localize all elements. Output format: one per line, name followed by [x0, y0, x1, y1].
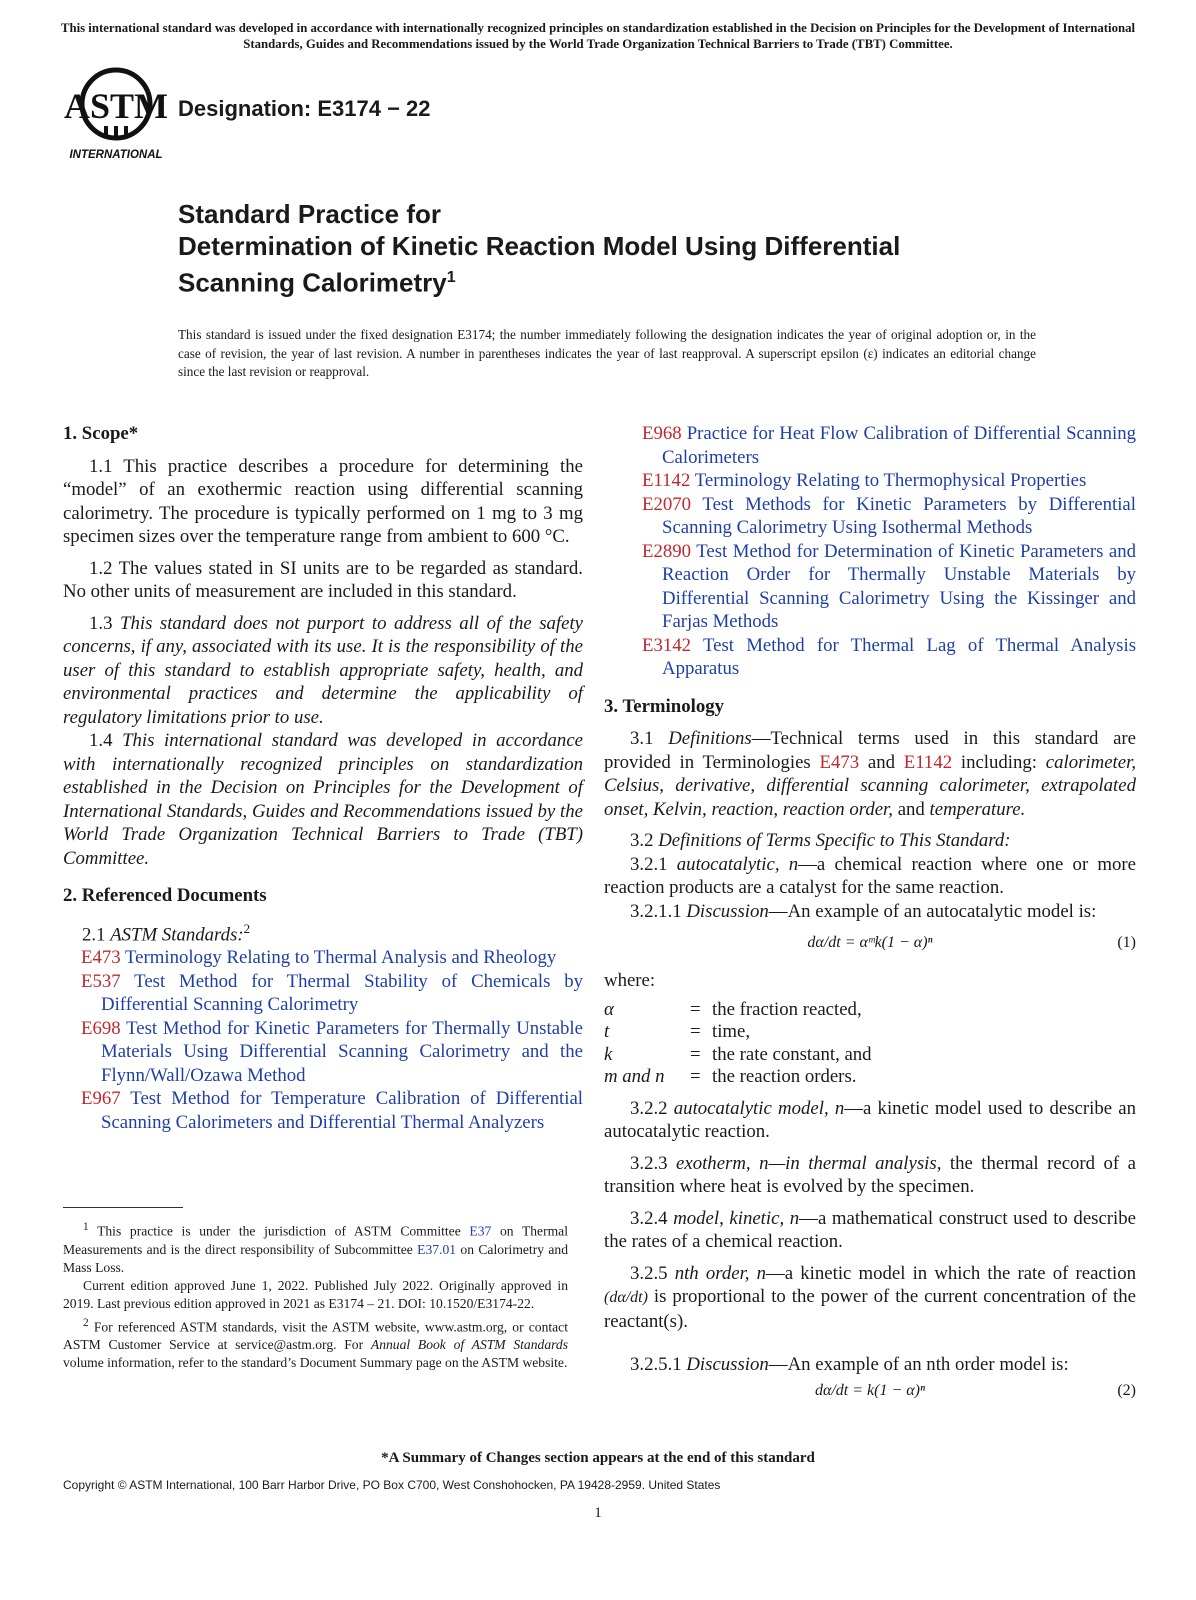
ref-entry-e698[interactable]: E698 Test Method for Kinetic Parameters for Thermally Unstable Materials Using Differential Scanning Calorimetry and the Flynn/Wall/Ozawa Method [81, 1017, 583, 1086]
page-number: 1 [594, 1505, 602, 1521]
symbol-row: t = time, [604, 1021, 751, 1042]
equation-1-formula: dα/dt = αᵐk(1 − α)ⁿ [807, 934, 933, 951]
equation-1 [604, 931, 1136, 963]
equation-2-number: (2) [1117, 1381, 1136, 1399]
astm-logo [64, 66, 170, 170]
summary-of-changes-note: *A Summary of Changes section appears at the end of this standard [381, 1450, 815, 1466]
issue-note: This standard is issued under the fixed designation E3174; the number immediately following the designation indicates the year of original adoption or, in the case of revision, the year of last revision. A number in parentheses indicates the year of last reapproval. A superscript epsilon (ε) indicates an editorial change since the last revision or reapproval. [178, 327, 1036, 379]
link-e1142[interactable]: E1142 [903, 751, 953, 773]
link-e37[interactable]: E37 [469, 1223, 492, 1239]
designation: Designation: E3174 − 22 [178, 96, 431, 121]
para-3-2-1: 3.2.1 autocatalytic, n—a chemical reaction where one or more reaction products are a catalyst for the same reaction. [604, 853, 1137, 898]
symbol-row: k = the rate constant, and [604, 1043, 872, 1065]
para-3-2-1-1: 3.2.1.1 Discussion—An example of an autocatalytic model is: [630, 900, 1097, 922]
copyright: Copyright © ASTM International, 100 Barr Harbor Drive, PO Box C700, West Conshohocken, PA 19428-2959. United States [63, 1478, 721, 1492]
equation-1-number: (1) [1117, 934, 1136, 951]
para-1-1: 1.1 This practice describes a procedure for determining the “model” of an exothermic reaction using differential scanning calorimetry. The procedure is typically performed on 1 mg to 3 mg specimen sizes over the temperature range from ambient to 600 °C. [63, 455, 583, 547]
symbol-row: α = the fraction reacted, [604, 998, 862, 1020]
link-e473[interactable]: E473 [819, 751, 860, 773]
logo-text: ASTM [64, 86, 169, 126]
ref-entry-e2890[interactable]: E2890 Test Method for Determination of Kinetic Parameters and Reaction Order for Thermally Unstable Materials by Differential Scanning Calorimetry Using the Kissinger and Farjas Methods [642, 540, 1137, 632]
para-1-2: 1.2 The values stated in SI units are to be regarded as standard. No other units of measurement are included in this standard. [63, 557, 583, 602]
left-column [63, 422, 583, 1134]
where-label: where: [604, 970, 656, 991]
link-e37-01[interactable]: E37.01 [417, 1241, 457, 1257]
para-3-2-4: 3.2.4 model, kinetic, n—a mathematical construct used to describe the rates of a chemical reaction. [604, 1207, 1137, 1252]
right-column [604, 422, 1137, 1411]
title-footnote-mark[interactable]: 1 [446, 269, 456, 286]
logo-subtext: INTERNATIONAL [69, 149, 163, 161]
astm-standards-subhead: 2.1 ASTM Standards:$^2$ [82, 920, 251, 945]
para-3-1: 3.1 Definitions—Technical terms used in this standard are provided in Terminologies E473 and E1142 including: calorimeter, Celsius, derivative, differential scanning calorimeter, extrapolated onset, Kelvin, reaction, reaction order, and temperature. [604, 728, 1137, 820]
references-heading: 2. Referenced Documents [63, 885, 267, 906]
para-3-2-5: 3.2.5 nth order, n—a kinetic model in which the rate of reaction (dα/dt) is proportional to the power of the current concentration of the reactant(s). [604, 1262, 1136, 1332]
page-title [178, 198, 1078, 299]
para-3-2-2: 3.2.2 autocatalytic model, n—a kinetic model used to describe an autocatalytic reaction. [604, 1097, 1136, 1142]
title-line-3: Scanning Calorimetry [178, 267, 447, 298]
para-3-2-5-1: 3.2.5.1 Discussion—An example of an nth order model is: [630, 1354, 1069, 1375]
ref-entry-e473[interactable]: E473 Terminology Relating to Thermal Analysis and Rheology [81, 947, 557, 969]
terminology-heading: 3. Terminology [604, 695, 725, 717]
ref-entry-e2070[interactable]: E2070 Test Methods for Kinetic Parameters by Differential Scanning Calorimetry Using Isothermal Methods [642, 493, 1136, 538]
symbol-definitions [604, 999, 872, 1089]
equation-2-formula: dα/dt = k(1 − α)ⁿ [814, 1381, 926, 1399]
ref-entry-e967[interactable]: E967 Test Method for Temperature Calibration of Differential Scanning Calorimeters and Differential Thermal Analyzers [81, 1088, 584, 1133]
footnote-2: $^2$ For referenced ASTM standards, visit the ASTM website, www.astm.org, or contact ASTM Customer Service at service@astm.org. For Annual Book of ASTM Standards volume information, refer to the standard’s Document Summary page on the ASTM website. [63, 1316, 568, 1371]
para-3-2-3: 3.2.3 exotherm, n—in thermal analysis, the thermal record of a transition where heat is evolved by the specimen. [604, 1152, 1136, 1197]
para-3-2: 3.2 Definitions of Terms Specific to This Standard: [630, 830, 1011, 851]
title-line-1: Standard Practice for [178, 199, 441, 229]
ref-entry-e968[interactable]: E968 Practice for Heat Flow Calibration of Differential Scanning Calorimeters [642, 423, 1136, 468]
equation-2 [604, 1379, 1136, 1411]
para-1-3: 1.3 This standard does not purport to address all of the safety concerns, if any, associated with its use. It is the responsibility of the user of this standard to establish appropriate safety, health, and environmental practices and determine the applicability of regulatory limitations prior to use. [63, 612, 584, 728]
para-1-4: 1.4 This international standard was developed in accordance with internationally recognized principles on standardization established in the Decision on Principles for the Development of International Standards, Guides and Recommendations issued by the World Trade Organization Technical Barriers to Trade (TBT) Committee. [63, 730, 583, 869]
footnote-1: $^1$ This practice is under the jurisdiction of ASTM Committee E37 on Thermal Measurements and is the direct responsibility of Subcommittee E37.01 on Calorimetry and Mass Loss. [63, 1221, 569, 1275]
ref-entry-e3142[interactable]: E3142 Test Method for Thermal Lag of Thermal Analysis Apparatus [642, 634, 1137, 679]
wto-notice: This international standard was developed in accordance with internationally recognized principles on standardization established in the Decision on Principles for the Development of International Standards, Guides and Recommendations issued by the World Trade Organization Technical Barriers to Trade (TBT) Committee. [60, 21, 1136, 51]
ref-entry-e1142[interactable]: E1142 Terminology Relating to Thermophysical Properties [642, 470, 1087, 491]
footnote-1-edition: Current edition approved June 1, 2022. Published July 2022. Originally approved in 2019. Last previous edition approved in 2021 as E3174 – 21. DOI: 10.1520/E3174-22. [63, 1278, 568, 1312]
scope-heading: 1. Scope* [63, 423, 139, 444]
symbol-row: m and n = the reaction orders. [604, 1066, 857, 1087]
title-line-2: Determination of Kinetic Reaction Model Using Differential [178, 231, 901, 261]
footnote-divider [63, 1207, 183, 1208]
footnotes [63, 1218, 568, 1373]
ref-entry-e537[interactable]: E537 Test Method for Thermal Stability of Chemicals by Differential Scanning Calorimetry [81, 970, 583, 1016]
